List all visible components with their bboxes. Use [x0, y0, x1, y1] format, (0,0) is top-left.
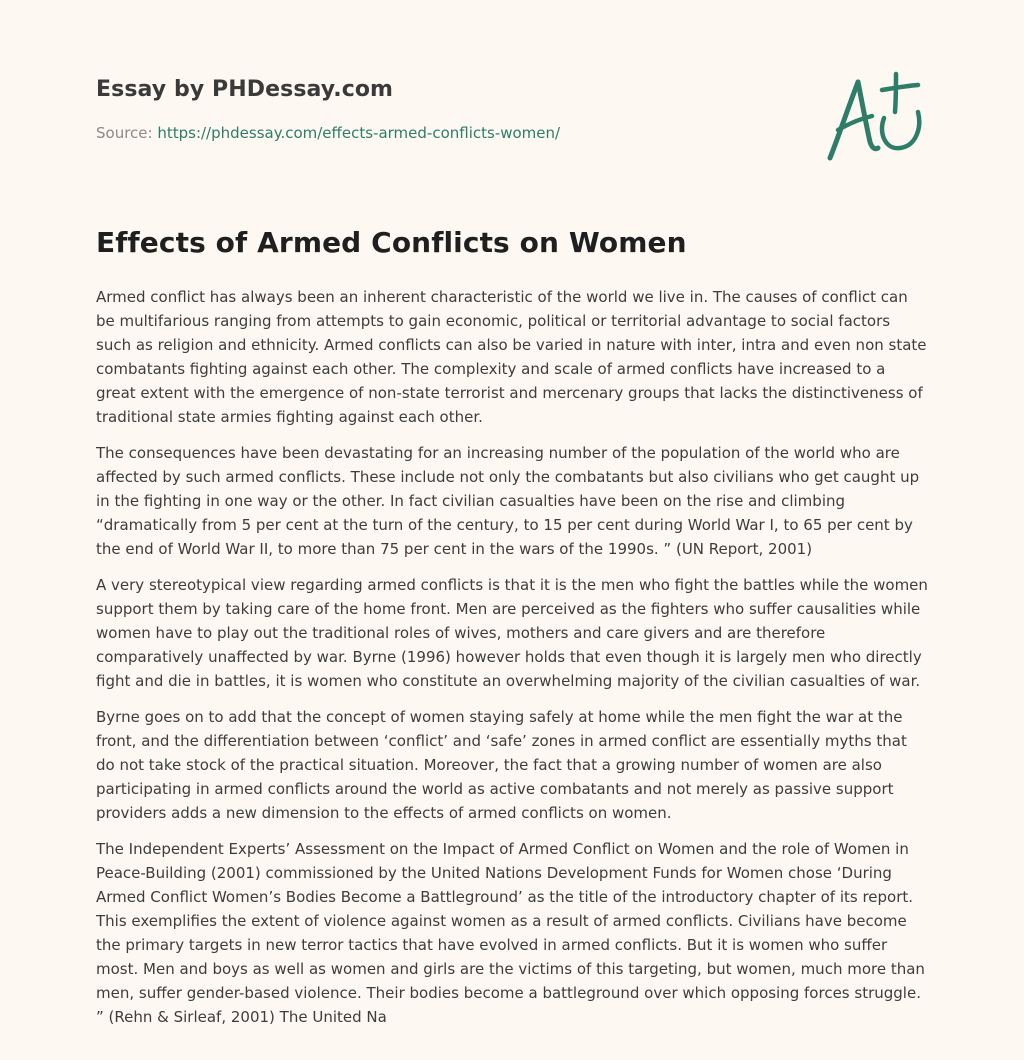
essay-paragraph: A very stereotypical view regarding armed conflicts is that it is the men who fight the battles while the women support them by taking care of the home front. Men are perceived as the fighters who suffer causalities while women have to play out the traditional roles of wives, mothers and care givers and are therefore comparatively unaffected by war. Byrne (1996) however holds that even though it is largely men who directly fight and die in battles, it is women who constitute an overwhelming majority of the civilian casualties of war. [96, 576, 928, 690]
essay-page [96, 0, 928, 1060]
essay-paragraph: The Independent Experts’ Assessment on the Impact of Armed Conflict on Women and the role of Women in Peace-Building (2001) commissioned by the United Nations Development Funds for Women chose ‘During Armed Conflict Women’s Bodies Become a Battleground’ as the title of the introductory chapter of its report. This exemplifies the extent of violence against women as a result of armed conflicts. Civilians have become the primary targets in new terror tactics that have evolved in armed conflicts. But it is women who suffer most. Men and boys as well as women and girls are the victims of this targeting, but women, much more than men, suffer gender-based violence. Their bodies become a battleground over which opposing forces struggle. ” (Rehn & Sirleaf, 2001) The United Na [96, 840, 925, 1026]
essay-title: Effects of Armed Conflicts on Women [96, 226, 687, 259]
page-header [96, 0, 928, 200]
source-link[interactable]: https://phdessay.com/effects-armed-conflicts-women/ [157, 124, 561, 142]
essay-paragraph: Byrne goes on to add that the concept of women staying safely at home while the men fight the war at the front, and the differentiation between ‘conflict’ and ‘safe’ zones in armed conflict are essentially myths that do not take stock of the practical situation. Moreover, the fact that a growing number of women are also participating in armed conflicts around the world as active combatants and not merely as passive support providers adds a new dimension to the effects of armed conflicts on women. [96, 708, 907, 822]
essay-body [96, 285, 928, 1041]
essay-paragraph: The consequences have been devastating for an increasing number of the population of the world who are affected by such armed conflicts. These include not only the combatants but also civilians who get caught up in the fighting in one way or the other. In fact civilian casualties have been on the rise and climbing “dramatically from 5 per cent at the turn of the century, to 15 per cent during World War I, to 65 per cent by the end of World War II, to more than 75 per cent in the wars of the 1990s. ” (UN Report, 2001) [96, 444, 920, 558]
source-line [96, 124, 560, 142]
site-name: Essay by PHDessay.com [96, 77, 394, 102]
a-plus-logo-icon [824, 68, 928, 164]
essay-paragraph: Armed conflict has always been an inherent characteristic of the world we live in. The causes of conflict can be multifarious ranging from attempts to gain economic, political or territorial advantage to social factors such as religion and ethnicity. Armed conflicts can also be varied in nature with inter, intra and even non state combatants fighting against each other. The complexity and scale of armed conflicts have increased to a great extent with the emergence of non-state terrorist and mercenary groups that lacks the distinctiveness of traditional state armies fighting against each other. [96, 288, 927, 426]
source-label: Source: [96, 124, 158, 142]
